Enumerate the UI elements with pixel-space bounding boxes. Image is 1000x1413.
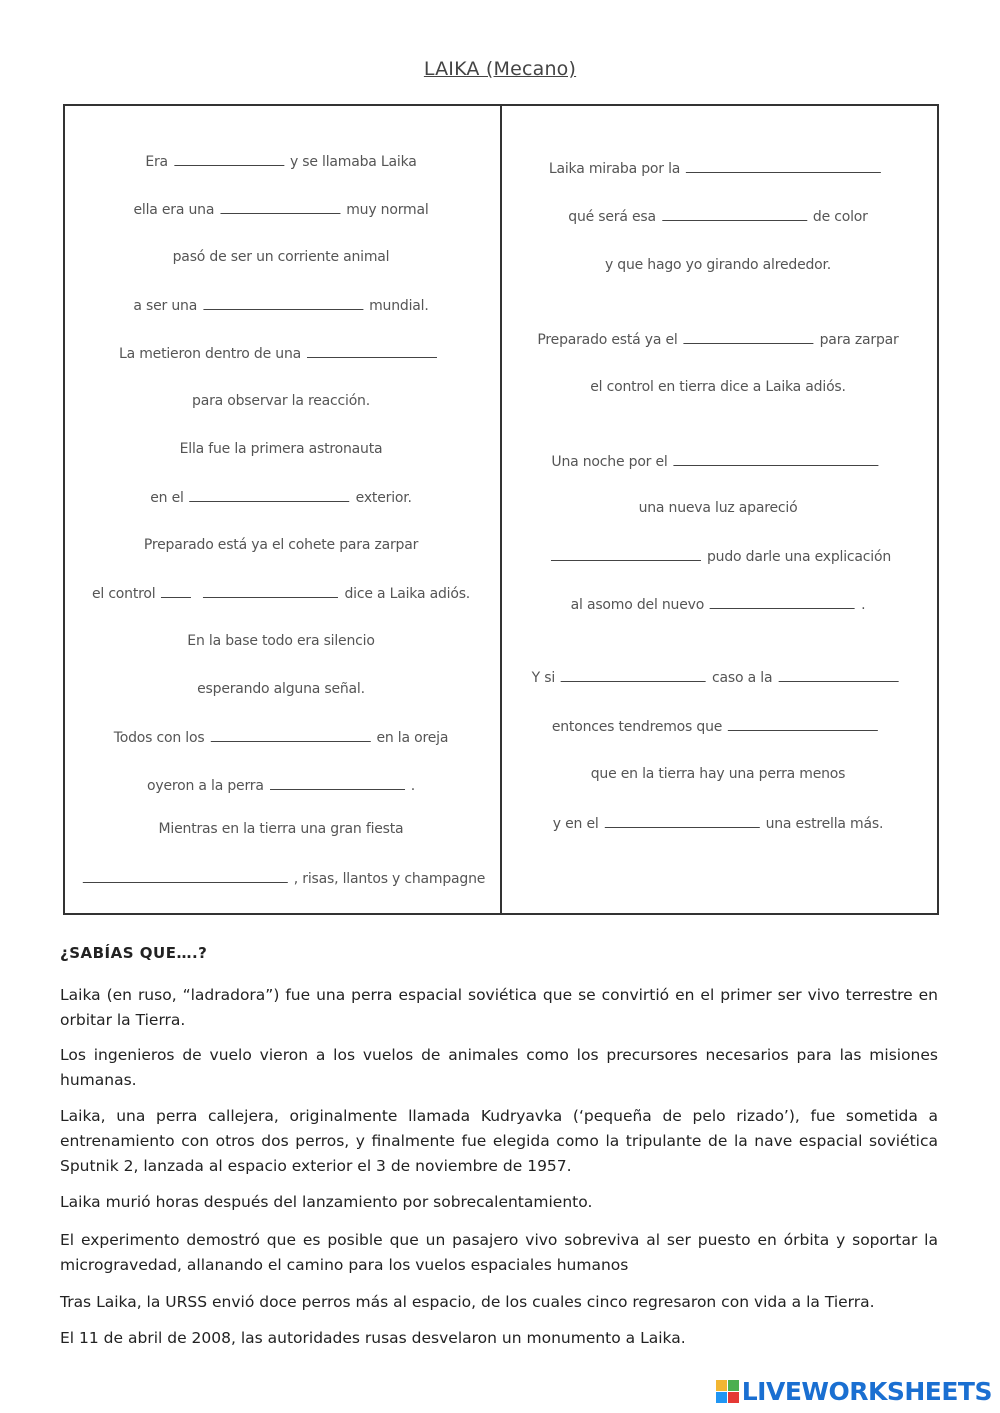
lyric-text: una nueva luz apareció bbox=[638, 500, 798, 516]
lyric-text: esperando alguna señal. bbox=[197, 681, 365, 697]
fill-in-blank[interactable] bbox=[83, 870, 288, 883]
lyric-text: una estrella más. bbox=[765, 816, 884, 832]
fill-in-blank[interactable] bbox=[190, 489, 350, 502]
lyric-line bbox=[549, 160, 887, 177]
lyric-text: y que hago yo girando alrededor. bbox=[604, 257, 832, 273]
lyric-text: que en la tierra hay una perra menos bbox=[590, 766, 846, 782]
lyric-text: Preparado está ya el cohete para zarpar bbox=[143, 537, 419, 553]
fill-in-blank[interactable] bbox=[270, 777, 405, 790]
lyric-text: Y si bbox=[531, 670, 556, 686]
lyric-line bbox=[532, 669, 905, 686]
lyric-text: , risas, llantos y champagne bbox=[293, 871, 486, 887]
fact-paragraph: Los ingenieros de vuelo vieron a los vuelos de animales como los precursores necesarios para las misiones humanas. bbox=[60, 1046, 938, 1089]
lyric-text: Todos con los bbox=[113, 730, 205, 746]
fill-in-blank[interactable] bbox=[220, 201, 340, 214]
fact-paragraph: El experimento demostró que es posible que un pasajero vivo sobreviva al ser puesto en órbita y soportar la microgravedad, allanando el camino para los vuelos espaciales humanos bbox=[60, 1231, 938, 1274]
lyric-text: de color bbox=[812, 209, 868, 225]
worksheet-title: LAIKA (Mecano) bbox=[423, 58, 577, 80]
lyric-line bbox=[92, 585, 470, 602]
lyric-line bbox=[114, 729, 448, 746]
lyric-line bbox=[133, 297, 428, 314]
lyric-line bbox=[197, 681, 365, 697]
liveworksheets-logo bbox=[716, 1375, 992, 1407]
lyric-text: y se llamaba Laika bbox=[289, 154, 417, 170]
lyric-line bbox=[180, 441, 383, 457]
fill-in-blank[interactable] bbox=[710, 596, 855, 609]
lyric-line bbox=[590, 379, 846, 395]
lyric-text: pudo darle una explicación bbox=[706, 549, 892, 565]
fill-in-blank[interactable] bbox=[674, 453, 879, 466]
lyric-text: oyeron a la perra bbox=[147, 778, 264, 794]
fill-in-blank[interactable] bbox=[203, 297, 363, 310]
lyric-text: Mientras en la tierra una gran fiesta bbox=[158, 821, 404, 837]
lyric-text: Preparado está ya el bbox=[537, 332, 678, 348]
lyric-text: entonces tendremos que bbox=[551, 719, 723, 735]
lyric-text: La metieron dentro de una bbox=[118, 346, 302, 362]
lyric-text: dice a Laika adiós. bbox=[344, 586, 471, 602]
lyric-line bbox=[77, 870, 485, 887]
lyric-line bbox=[173, 249, 390, 265]
lyric-text: en la oreja bbox=[376, 730, 449, 746]
lyric-line bbox=[571, 596, 866, 613]
fill-in-blank[interactable] bbox=[551, 548, 701, 561]
lyric-line bbox=[187, 633, 374, 649]
lyric-text: caso a la bbox=[712, 670, 773, 686]
fill-in-blank[interactable] bbox=[174, 153, 284, 166]
lyric-text: al asomo del nuevo bbox=[570, 597, 705, 613]
lyric-text: . bbox=[410, 778, 415, 794]
lyric-text: el control en tierra dice a Laika adiós. bbox=[590, 379, 846, 395]
lyric-line bbox=[639, 500, 798, 516]
lyric-text: . bbox=[861, 597, 866, 613]
fact-paragraph: Laika, una perra callejera, originalmente llamada Kudryavka (‘pequeña de pelo rizado’), fue sometida a entrenamiento con otros dos perros, y finalmente fue elegida como la tripulante de la nave espacial soviética Sputnik 2, lanzada al espacio exterior el 3 de noviembre de 1957. bbox=[60, 1107, 938, 1175]
fact-paragraph: Laika murió horas después del lanzamiento por sobrecalentamiento. bbox=[60, 1193, 593, 1211]
lyric-line bbox=[119, 345, 443, 362]
fill-in-blank[interactable] bbox=[210, 729, 370, 742]
lyric-line bbox=[545, 548, 891, 565]
fill-in-blank[interactable] bbox=[307, 345, 437, 358]
facts-heading: ¿SABÍAS QUE….? bbox=[60, 944, 208, 962]
lyric-text: Laika miraba por la bbox=[548, 161, 681, 177]
lyric-text: En la base todo era silencio bbox=[187, 633, 375, 649]
fill-in-blank[interactable] bbox=[203, 585, 338, 598]
lyric-text: pasó de ser un corriente animal bbox=[172, 249, 390, 265]
lyric-line bbox=[553, 815, 883, 832]
fill-in-blank[interactable] bbox=[686, 160, 881, 173]
lyric-text: mundial. bbox=[369, 298, 429, 314]
lyric-text: y en el bbox=[552, 816, 599, 832]
fact-paragraph: Tras Laika, la URSS envió doce perros más al espacio, de los cuales cinco regresaron con vida a la Tierra. bbox=[60, 1293, 875, 1311]
lyric-text: Una noche por el bbox=[551, 454, 668, 470]
lyric-text: Ella fue la primera astronauta bbox=[179, 441, 383, 457]
lyric-text: para observar la reacción. bbox=[192, 393, 370, 409]
lyric-text: Era bbox=[145, 154, 168, 170]
lyric-line bbox=[551, 453, 884, 470]
lyric-line bbox=[568, 208, 867, 225]
lyric-text: exterior. bbox=[355, 490, 412, 506]
lyric-line bbox=[192, 393, 370, 409]
fact-paragraph: Laika (en ruso, “ladradora”) fue una perra espacial soviética que se convirtió en el primer ser vivo terrestre en orbitar la Tierra. bbox=[60, 986, 938, 1029]
lyric-line bbox=[133, 201, 428, 218]
lyric-text: para zarpar bbox=[819, 332, 899, 348]
column-divider bbox=[500, 104, 502, 915]
lyric-line bbox=[537, 331, 898, 348]
lyric-line bbox=[150, 489, 412, 506]
logo-mark-icon bbox=[716, 1380, 739, 1403]
fill-in-blank[interactable] bbox=[778, 669, 898, 682]
fill-in-blank[interactable] bbox=[728, 718, 878, 731]
lyric-text: muy normal bbox=[346, 202, 429, 218]
lyric-line bbox=[147, 777, 415, 794]
logo-text: LIVEWORKSHEETS bbox=[741, 1376, 992, 1406]
lyric-text: el control bbox=[91, 586, 156, 602]
lyric-line bbox=[605, 257, 831, 273]
lyric-line bbox=[144, 537, 418, 553]
lyric-line bbox=[159, 821, 404, 837]
fill-in-blank[interactable] bbox=[605, 815, 760, 828]
fill-in-blank[interactable] bbox=[561, 669, 706, 682]
fill-in-blank[interactable] bbox=[161, 585, 191, 598]
lyric-text: a ser una bbox=[133, 298, 198, 314]
lyric-text: en el bbox=[150, 490, 184, 506]
fill-in-blank[interactable] bbox=[662, 208, 807, 221]
fact-paragraph: El 11 de abril de 2008, las autoridades rusas desvelaron un monumento a Laika. bbox=[60, 1329, 686, 1347]
lyric-line bbox=[552, 718, 884, 735]
lyric-line bbox=[591, 766, 846, 782]
lyric-text: qué será esa bbox=[568, 209, 656, 225]
lyric-text: ella era una bbox=[133, 202, 215, 218]
fill-in-blank[interactable] bbox=[684, 331, 814, 344]
lyric-line bbox=[145, 153, 416, 170]
